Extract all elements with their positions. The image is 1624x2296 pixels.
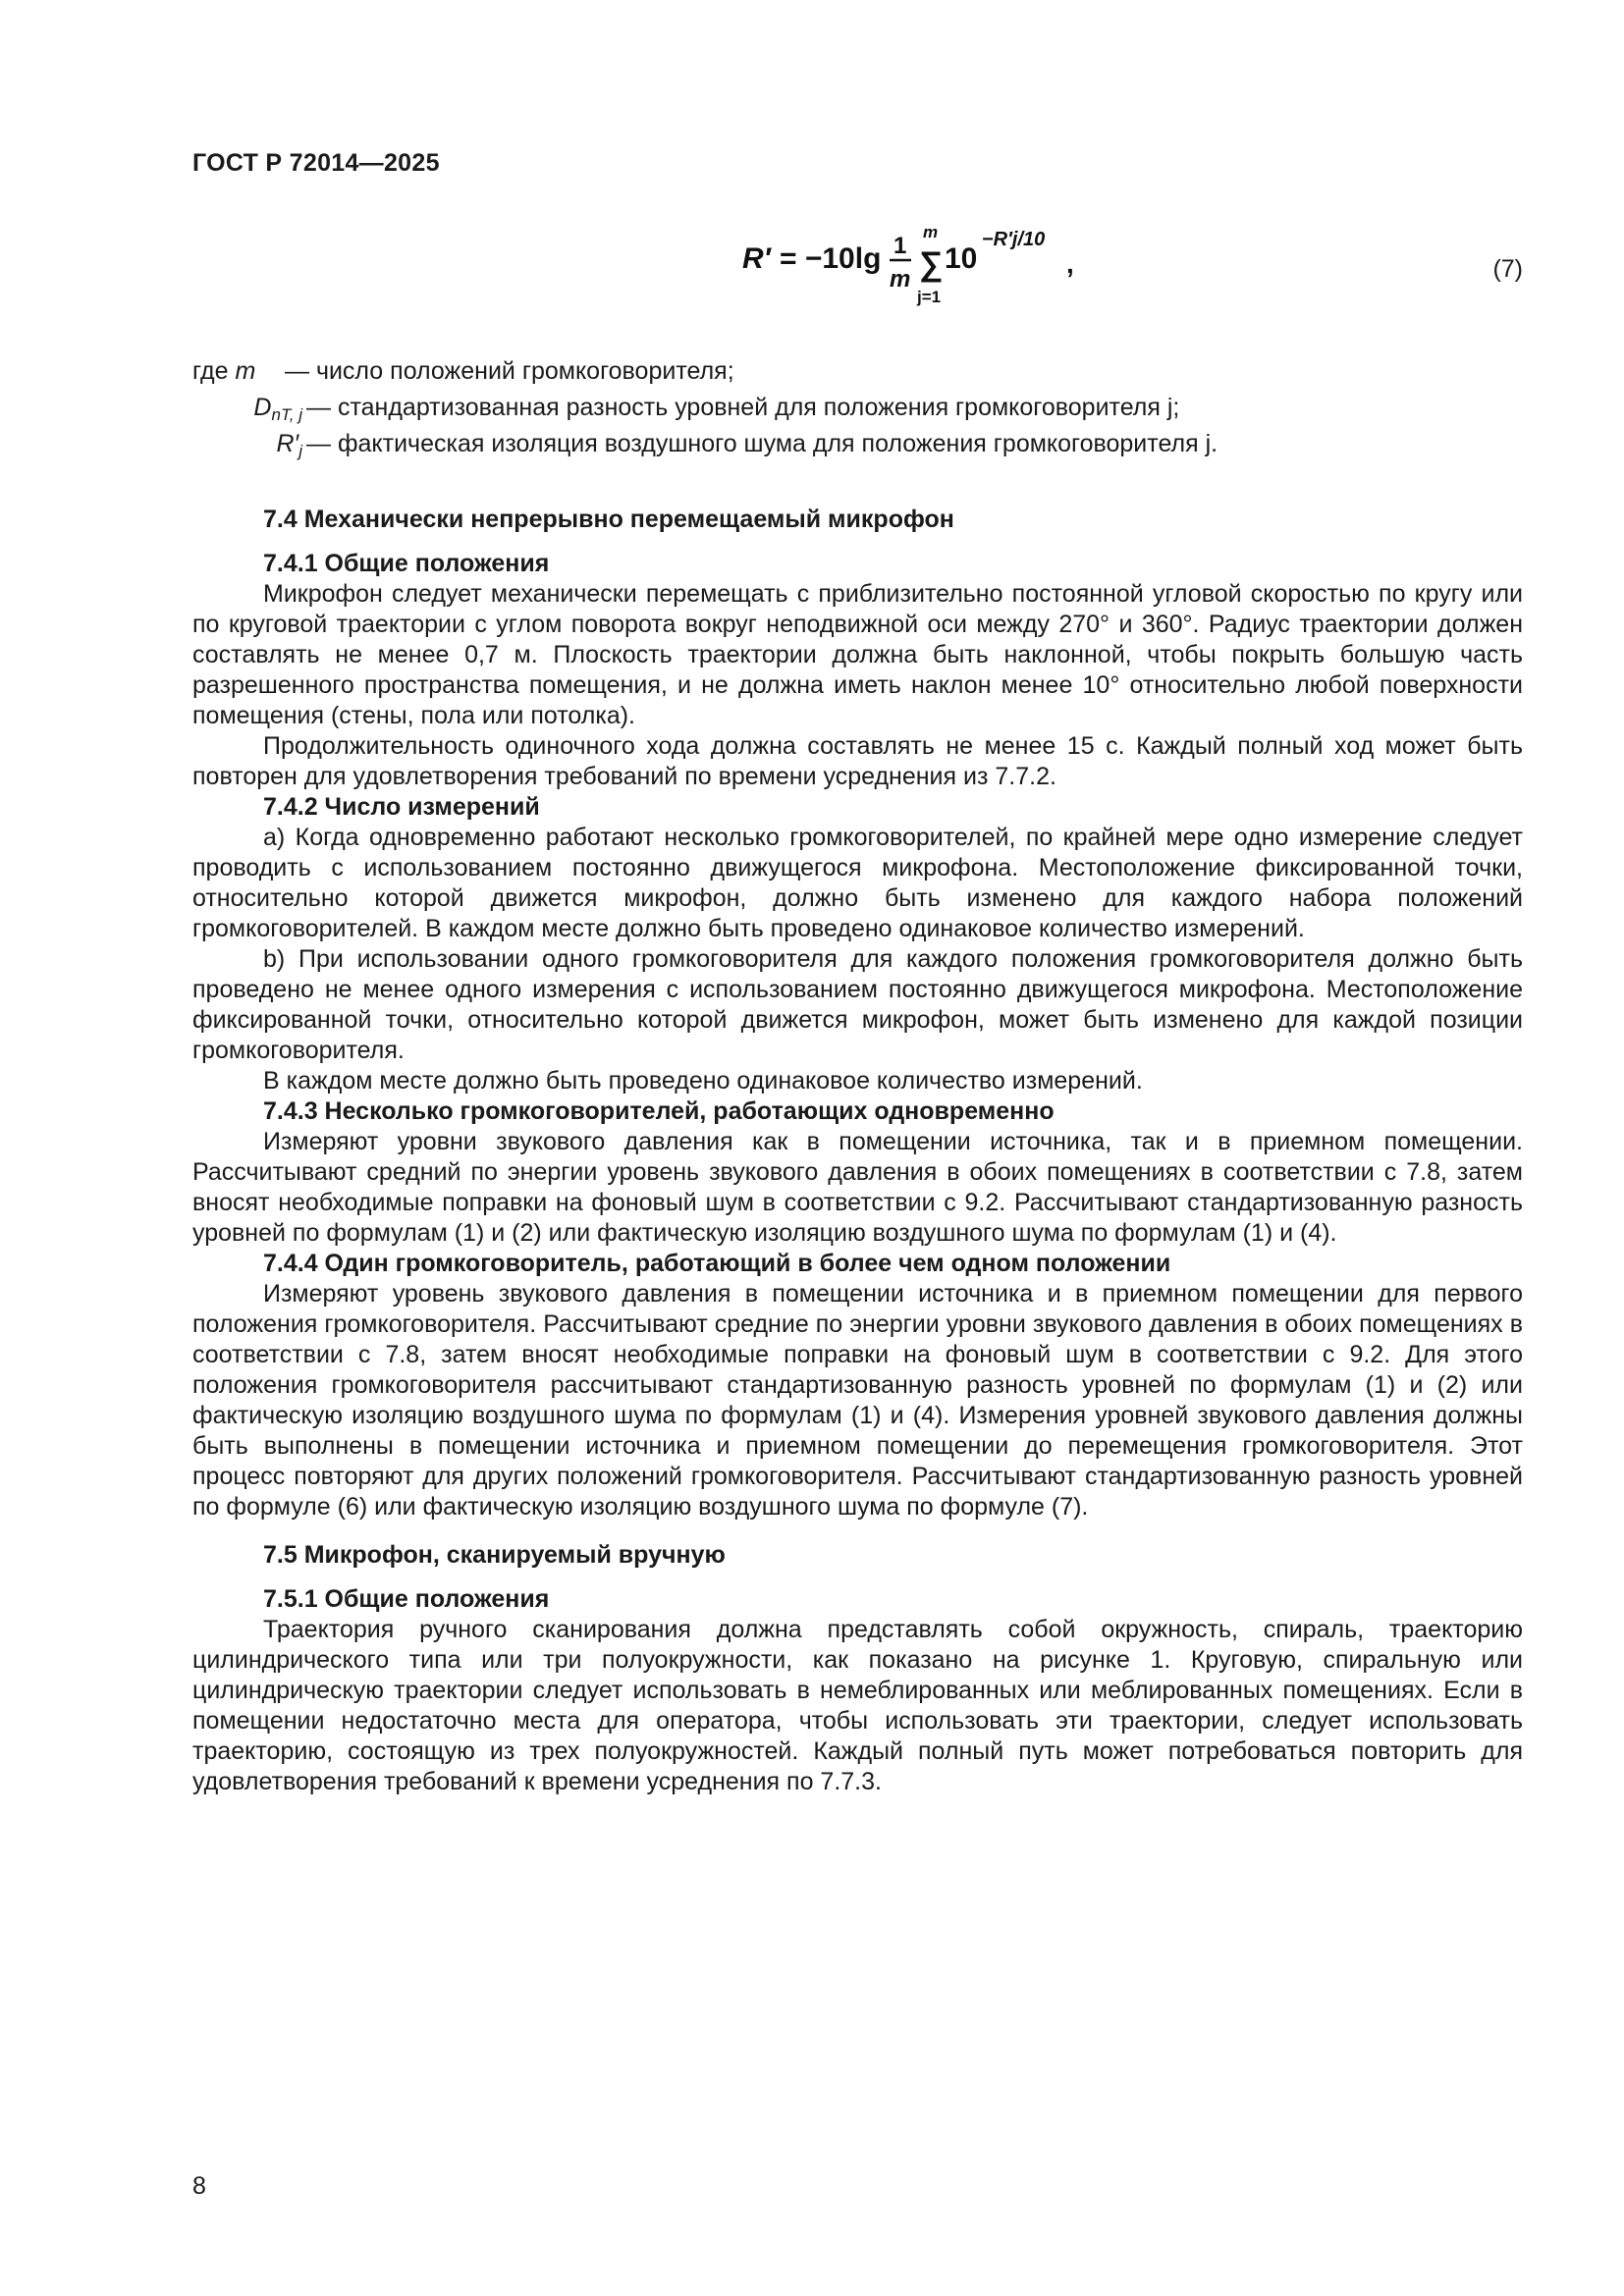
definition-symbol: m bbox=[235, 357, 256, 385]
paragraph: Продолжительность одиночного хода должна составлять не менее 15 с. Каждый полный ход может быть повторен для удовлетворения требований по времени усреднения из 7.7.2. bbox=[192, 732, 1523, 790]
document-body bbox=[192, 501, 1523, 1797]
paragraph: Микрофон следует механически перемещать с приблизительно постоянной угловой скоростью по кругу или по круговой траектории с углом поворота вокруг неподвижной оси между 270° и 360°. Радиус траектории должен составлять не менее 0,7 м. Плоскость траектории должна быть наклонной, чтобы покрыть большую часть разрешенного пространства помещения, и не должна иметь наклон менее 10° относительно любой поверхности помещения (стены, пола или потолка). bbox=[192, 580, 1523, 729]
subsection-heading: 7.4.3 Несколько громкоговорителей, работающих одновременно bbox=[263, 1097, 1055, 1125]
subsection-heading: 7.4.4 Один громкоговоритель, работающий в более чем одном положении bbox=[263, 1250, 1171, 1277]
formula-block bbox=[192, 214, 1523, 312]
formula-frac-num: 1 bbox=[893, 233, 907, 259]
formula-sum-bottom: j=1 bbox=[917, 288, 942, 306]
formula-number: (7) bbox=[1492, 255, 1523, 283]
definition-prefix: где m bbox=[192, 357, 256, 385]
paragraph: Траектория ручного сканирования должна представлять собой окружность, спираль, траекторию цилиндрического типа или три полуокружности, как показано на рисунке 1. Круговую, спиральную или цилиндрическую траектории следует использовать в немеблированных или меблированных помещениях. Если в помещении недостаточно места для оператора, чтобы использовать эти траектории, следует использовать траекторию, состоящую из трех полуокружностей. Каждый полный путь может потребоваться повторить для удовлетворения требований к времени усреднения по 7.7.3. bbox=[192, 1616, 1523, 1795]
formula-sum-top: m bbox=[923, 223, 939, 241]
paragraph: В каждом месте должно быть проведено одинаковое количество измерений. bbox=[263, 1067, 1143, 1095]
page-number: 8 bbox=[192, 2172, 206, 2200]
definition-text: — фактическая изоляция воздушного шума для положения громкоговорителя j. bbox=[306, 430, 1218, 457]
definition-symbol: $D_{nT, j}$ bbox=[253, 394, 302, 424]
formula-frac-den: m bbox=[890, 266, 911, 293]
formula-7 bbox=[742, 214, 1194, 312]
section-heading: 7.4 Механически непрерывно перемещаемый микрофон bbox=[263, 506, 954, 533]
formula-exponent: −R′j/10 bbox=[982, 229, 1046, 250]
subsection-heading: 7.4.2 Число измерений bbox=[263, 793, 540, 821]
paragraph: a) Когда одновременно работают несколько громкоговорителей, по крайней мере одно измерение следует проводить с использованием постоянно движущегося микрофона. Местоположение фиксированной точки, относительно которой движется микрофон, должно быть изменено для каждого набора положений громкоговорителей. В каждом месте должно быть проведено одинаковое количество измерений. bbox=[192, 824, 1523, 942]
formula-lhs-symbol: R′ bbox=[742, 242, 771, 275]
formula-sum-sign: ∑ bbox=[919, 245, 944, 283]
formula-trailing: , bbox=[1066, 248, 1074, 279]
definition-text: — стандартизованная разность уровней для положения громкоговорителя j; bbox=[306, 394, 1180, 421]
subsection-heading: 7.5.1 Общие положения bbox=[263, 1585, 550, 1613]
section-heading: 7.5 Микрофон, сканируемый вручную bbox=[263, 1541, 726, 1569]
subsection-heading: 7.4.1 Общие положения bbox=[263, 550, 550, 577]
paragraph: Измеряют уровень звукового давления в помещении источника и в приемном помещении для первого положения громкоговорителя. Рассчитывают средние по энергии уровни звукового давления в обоих помещениях в соответствии с 7.8, затем вносят необходимые поправки на фоновый шум в соответствии с 9.2. Для этого положения громкоговорителя рассчитывают стандартизованную разность уровней по формулам (1) и (2) или фактическую изоляцию воздушного шума по формулам (1) и (4). Измерения уровней звукового давления должны быть выполнены в помещении источника и приемном помещении до перемещения громкоговорителя. Этот процесс повторяют для других положений громкоговорителя. Рассчитывают стандартизованную разность уровней по формуле (6) или фактическую изоляцию воздушного шума по формуле (7). bbox=[192, 1280, 1523, 1521]
formula-lhs-op: = −10lg bbox=[780, 242, 882, 275]
formula-base: 10 bbox=[945, 242, 978, 275]
definition-text: — число положений громкоговорителя; bbox=[285, 357, 734, 385]
paragraph: Измеряют уровни звукового давления как в помещении источника, так и в приемном помещении. Рассчитывают средний по энергии уровень звукового давления в обоих помещениях в соответствии с 7.8, затем вносят необходимые поправки на фоновый шум в соответствии с 9.2. Рассчитывают стандартизованную разность уровней по формулам (1) и (2) или фактическую изоляцию воздушного шума по формулам (1) и (4). bbox=[192, 1128, 1523, 1247]
definition-symbol: $R'_j$ bbox=[276, 430, 302, 460]
document-header: ГОСТ Р 72014—2025 bbox=[192, 149, 440, 177]
paragraph: b) При использовании одного громкоговорителя для каждого положения громкоговорителя должно быть проведено не менее одного измерения с использованием постоянно движущегося микрофона. Местоположение фиксированной точки, относительно которой движется микрофон, может быть изменено для каждой позиции громкоговорителя. bbox=[192, 945, 1523, 1064]
